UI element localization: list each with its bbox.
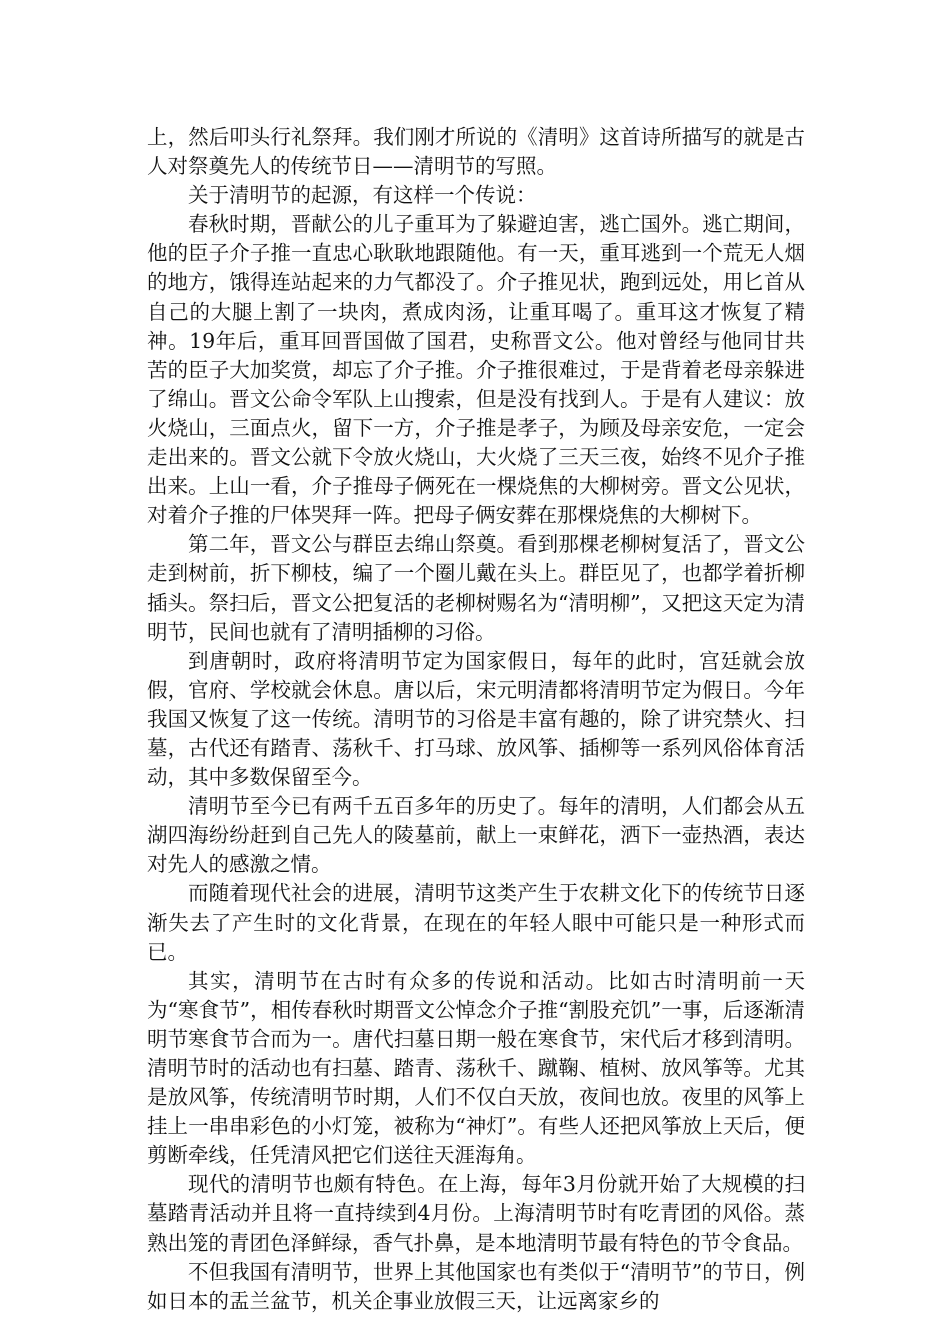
- article-body: [147, 123, 805, 1316]
- paragraph-4: 第二年，晋文公与群臣去绵山祭奠。看到那棵老柳树复活了，晋文公走到树前，折下柳枝，编了一个圈儿戴在头上。群臣见了，也都学着折柳插头。祭扫后，晋文公把复活的老柳树赐名为“清明柳”，又把这天定为清明节，民间也就有了清明插柳的习俗。: [147, 532, 805, 644]
- paragraph-1: 上，然后叩头行礼祭拜。我们刚才所说的《清明》这首诗所描写的就是古人对祭奠先人的传统节日——清明节的写照。: [147, 125, 805, 179]
- paragraph-5: 到唐朝时，政府将清明节定为国家假日，每年的此时，宫廷就会放假，官府、学校就会休息。唐以后，宋元明清都将清明节定为假日。今年我国又恢复了这一传统。清明节的习俗是丰富有趣的，除了讲究禁火、扫墓，古代还有踏青、荡秋千、打马球、放风筝、插柳等一系列风俗体育活动，其中多数保留至今。: [147, 648, 805, 790]
- paragraph-9: 现代的清明节也颇有特色。在上海，每年3月份就开始了大规模的扫墓踏青活动并且将一直持续到4月份。上海清明节时有吃青团的风俗。蒸熟出笼的青团色泽鲜绿，香气扑鼻，是本地清明节最有特色的节令食品。: [147, 1172, 805, 1255]
- paragraph-6: 清明节至今已有两千五百多年的历史了。每年的清明，人们都会从五湖四海纷纷赶到自己先人的陵墓前，献上一束鲜花，洒下一壶热酒，表达对先人的感激之情。: [147, 794, 805, 877]
- paragraph-2: 关于清明节的起源，有这样一个传说：: [188, 183, 537, 208]
- paragraph-7: 而随着现代社会的进展，清明节这类产生于农耕文化下的传统节日逐渐失去了产生时的文化背景，在现在的年轻人眼中可能只是一种形式而已。: [147, 881, 805, 964]
- paragraph-3: 春秋时期，晋献公的儿子重耳为了躲避迫害，逃亡国外。逃亡期间，他的臣子介子推一直忠心耿耿地跟随他。有一天，重耳逃到一个荒无人烟的地方，饿得连站起来的力气都没了。介子推见状，跑到远处，用匕首从自己的大腿上割了一块肉，煮成肉汤，让重耳喝了。重耳这才恢复了精神。19年后，重耳回晋国做了国君，史称晋文公。他对曾经与他同甘共苦的臣子大加奖赏，却忘了介子推。介子推很难过，于是背着老母亲躲进了绵山。晋文公命令军队上山搜索，但是没有找到人。于是有人建议：放火烧山，三面点火，留下一方，介子推是孝子，为顾及母亲安危，一定会走出来的。晋文公就下令放火烧山，大火烧了三天三夜，始终不见介子推出来。上山一看，介子推母子俩死在一棵烧焦的大柳树旁。晋文公见状，对着介子推的尸体哭拜一阵。把母子俩安葬在那棵烧焦的大柳树下。: [147, 212, 805, 528]
- paragraph-8: 其实，清明节在古时有众多的传说和活动。比如古时清明前一天为“寒食节”，相传春秋时期晋文公悼念介子推“割股充饥”一事，后逐渐清明节寒食节合而为一。唐代扫墓日期一般在寒食节，宋代后才移到清明。清明节时的活动也有扫墓、踏青、荡秋千、蹴鞠、植树、放风筝等。尤其是放风筝，传统清明节时期，人们不仅白天放，夜间也放。夜里的风筝上挂上一串串彩色的小灯笼，被称为“神灯”。有些人还把风筝放上天后，便剪断牵线，任凭清风把它们送往天涯海角。: [147, 968, 805, 1168]
- paragraph-10: 不但我国有清明节，世界上其他国家也有类似于“清明节”的节日，例如日本的盂兰盆节，机关企事业放假三天，让远离家乡的: [147, 1259, 805, 1313]
